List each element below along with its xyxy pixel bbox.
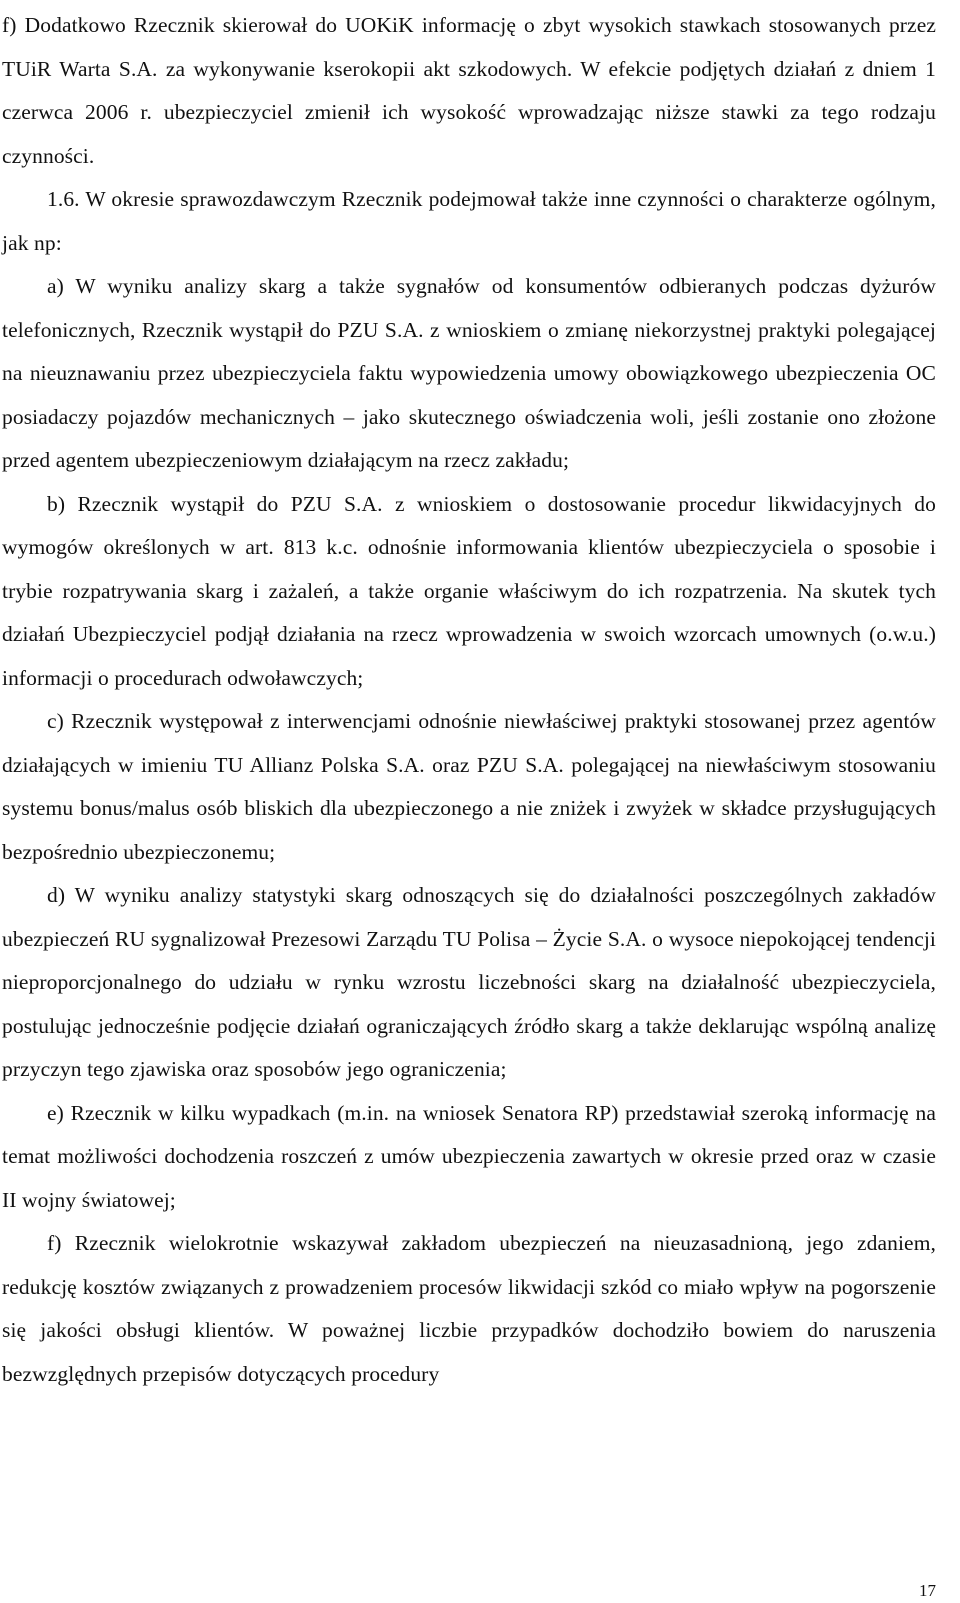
paragraph-c-allianz-pzu: c) Rzecznik występował z interwencjami odnośnie niewłaściwej praktyki stosowanej przez agentów działających w imieniu TU Allianz Polska S.A. oraz PZU S.A. polegającej na niewłaściwym stosowaniu systemu bonus/malus osób bliskich dla ubezpieczonego a nie zniżek i zwyżek w składce przysługujących bezpośrednio ubezpieczonemu; xyxy=(2,709,936,864)
paragraph-e-wwii-claims: e) Rzecznik w kilku wypadkach (m.in. na wniosek Senatora RP) przedstawiał szeroką informację na temat możliwości dochodzenia roszczeń z umów ubezpieczenia zawartych w okresie przed oraz w czasie II wojny światowej; xyxy=(2,1100,936,1212)
paragraph-d-polisa-zycie: d) W wyniku analizy statystyki skarg odnoszących się do działalności poszczególnych zakładów ubezpieczeń RU sygnalizował Prezesowi Zarządu TU Polisa – Życie S.A. o wysoce niepokojącej tendencji nieproporcjonalnego do udziału w rynku wzrostu liczebności skarg na działalność ubezpieczyciela, postulując jednocześnie podjęcie działań ograniczających źródło skarg a także deklarując wspólną analizę przyczyn tego zjawiska oraz sposobów jego ograniczenia; xyxy=(2,883,936,1081)
document-body xyxy=(2,4,936,1396)
paragraph-f-cost-reduction: f) Rzecznik wielokrotnie wskazywał zakładom ubezpieczeń na nieuzasadnioną, jego zdaniem, redukcję kosztów związanych z prowadzeniem procesów likwidacji szkód co miało wpływ na pogorszenie się jakości obsługi klientów. W poważnej liczbie przypadków dochodziło bowiem do naruszenia bezwzględnych przepisów dotyczących procedury xyxy=(2,1231,936,1386)
paragraph-a-pzu-oc: a) W wyniku analizy skarg a także sygnałów od konsumentów odbieranych podczas dyżurów telefonicznych, Rzecznik wystąpił do PZU S.A. z wnioskiem o zmianę niekorzystnej praktyki polegającej na nieuznawaniu przez ubezpieczyciela faktu wypowiedzenia umowy obowiązkowego ubezpieczenia OC posiadaczy pojazdów mechanicznych – jako skutecznego oświadczenia woli, jeśli zostanie ono złożone przed agentem ubezpieczeniowym działającym na rzecz zakładu; xyxy=(2,274,936,472)
paragraph-1-6-intro: 1.6. W okresie sprawozdawczym Rzecznik podejmował także inne czynności o charakterze ogólnym, jak np: xyxy=(2,187,936,255)
page-number: 17 xyxy=(919,1581,936,1600)
paragraph-b-pzu-procedures: b) Rzecznik wystąpił do PZU S.A. z wnioskiem o dostosowanie procedur likwidacyjnych do wymogów określonych w art. 813 k.c. odnośnie informowania klientów ubezpieczyciela o sposobie i trybie rozpatrywania skarg i zażaleń, a także organie właściwym do ich rozpatrzenia. Na skutek tych działań Ubezpieczyciel podjął działania na rzecz wprowadzenia w swoich wzorcach umownych (o.w.u.) informacji o procedurach odwoławczych; xyxy=(2,491,936,690)
paragraph-f-uokik: f) Dodatkowo Rzecznik skierował do UOKiK informację o zbyt wysokich stawkach stosowanych przez TUiR Warta S.A. za wykonywanie kserokopii akt szkodowych. W efekcie podjętych działań z dniem 1 czerwca 2006 r. ubezpieczyciel zmienił ich wysokość wprowadzając niższe stawki za tego rodzaju czynności. xyxy=(2,13,936,168)
